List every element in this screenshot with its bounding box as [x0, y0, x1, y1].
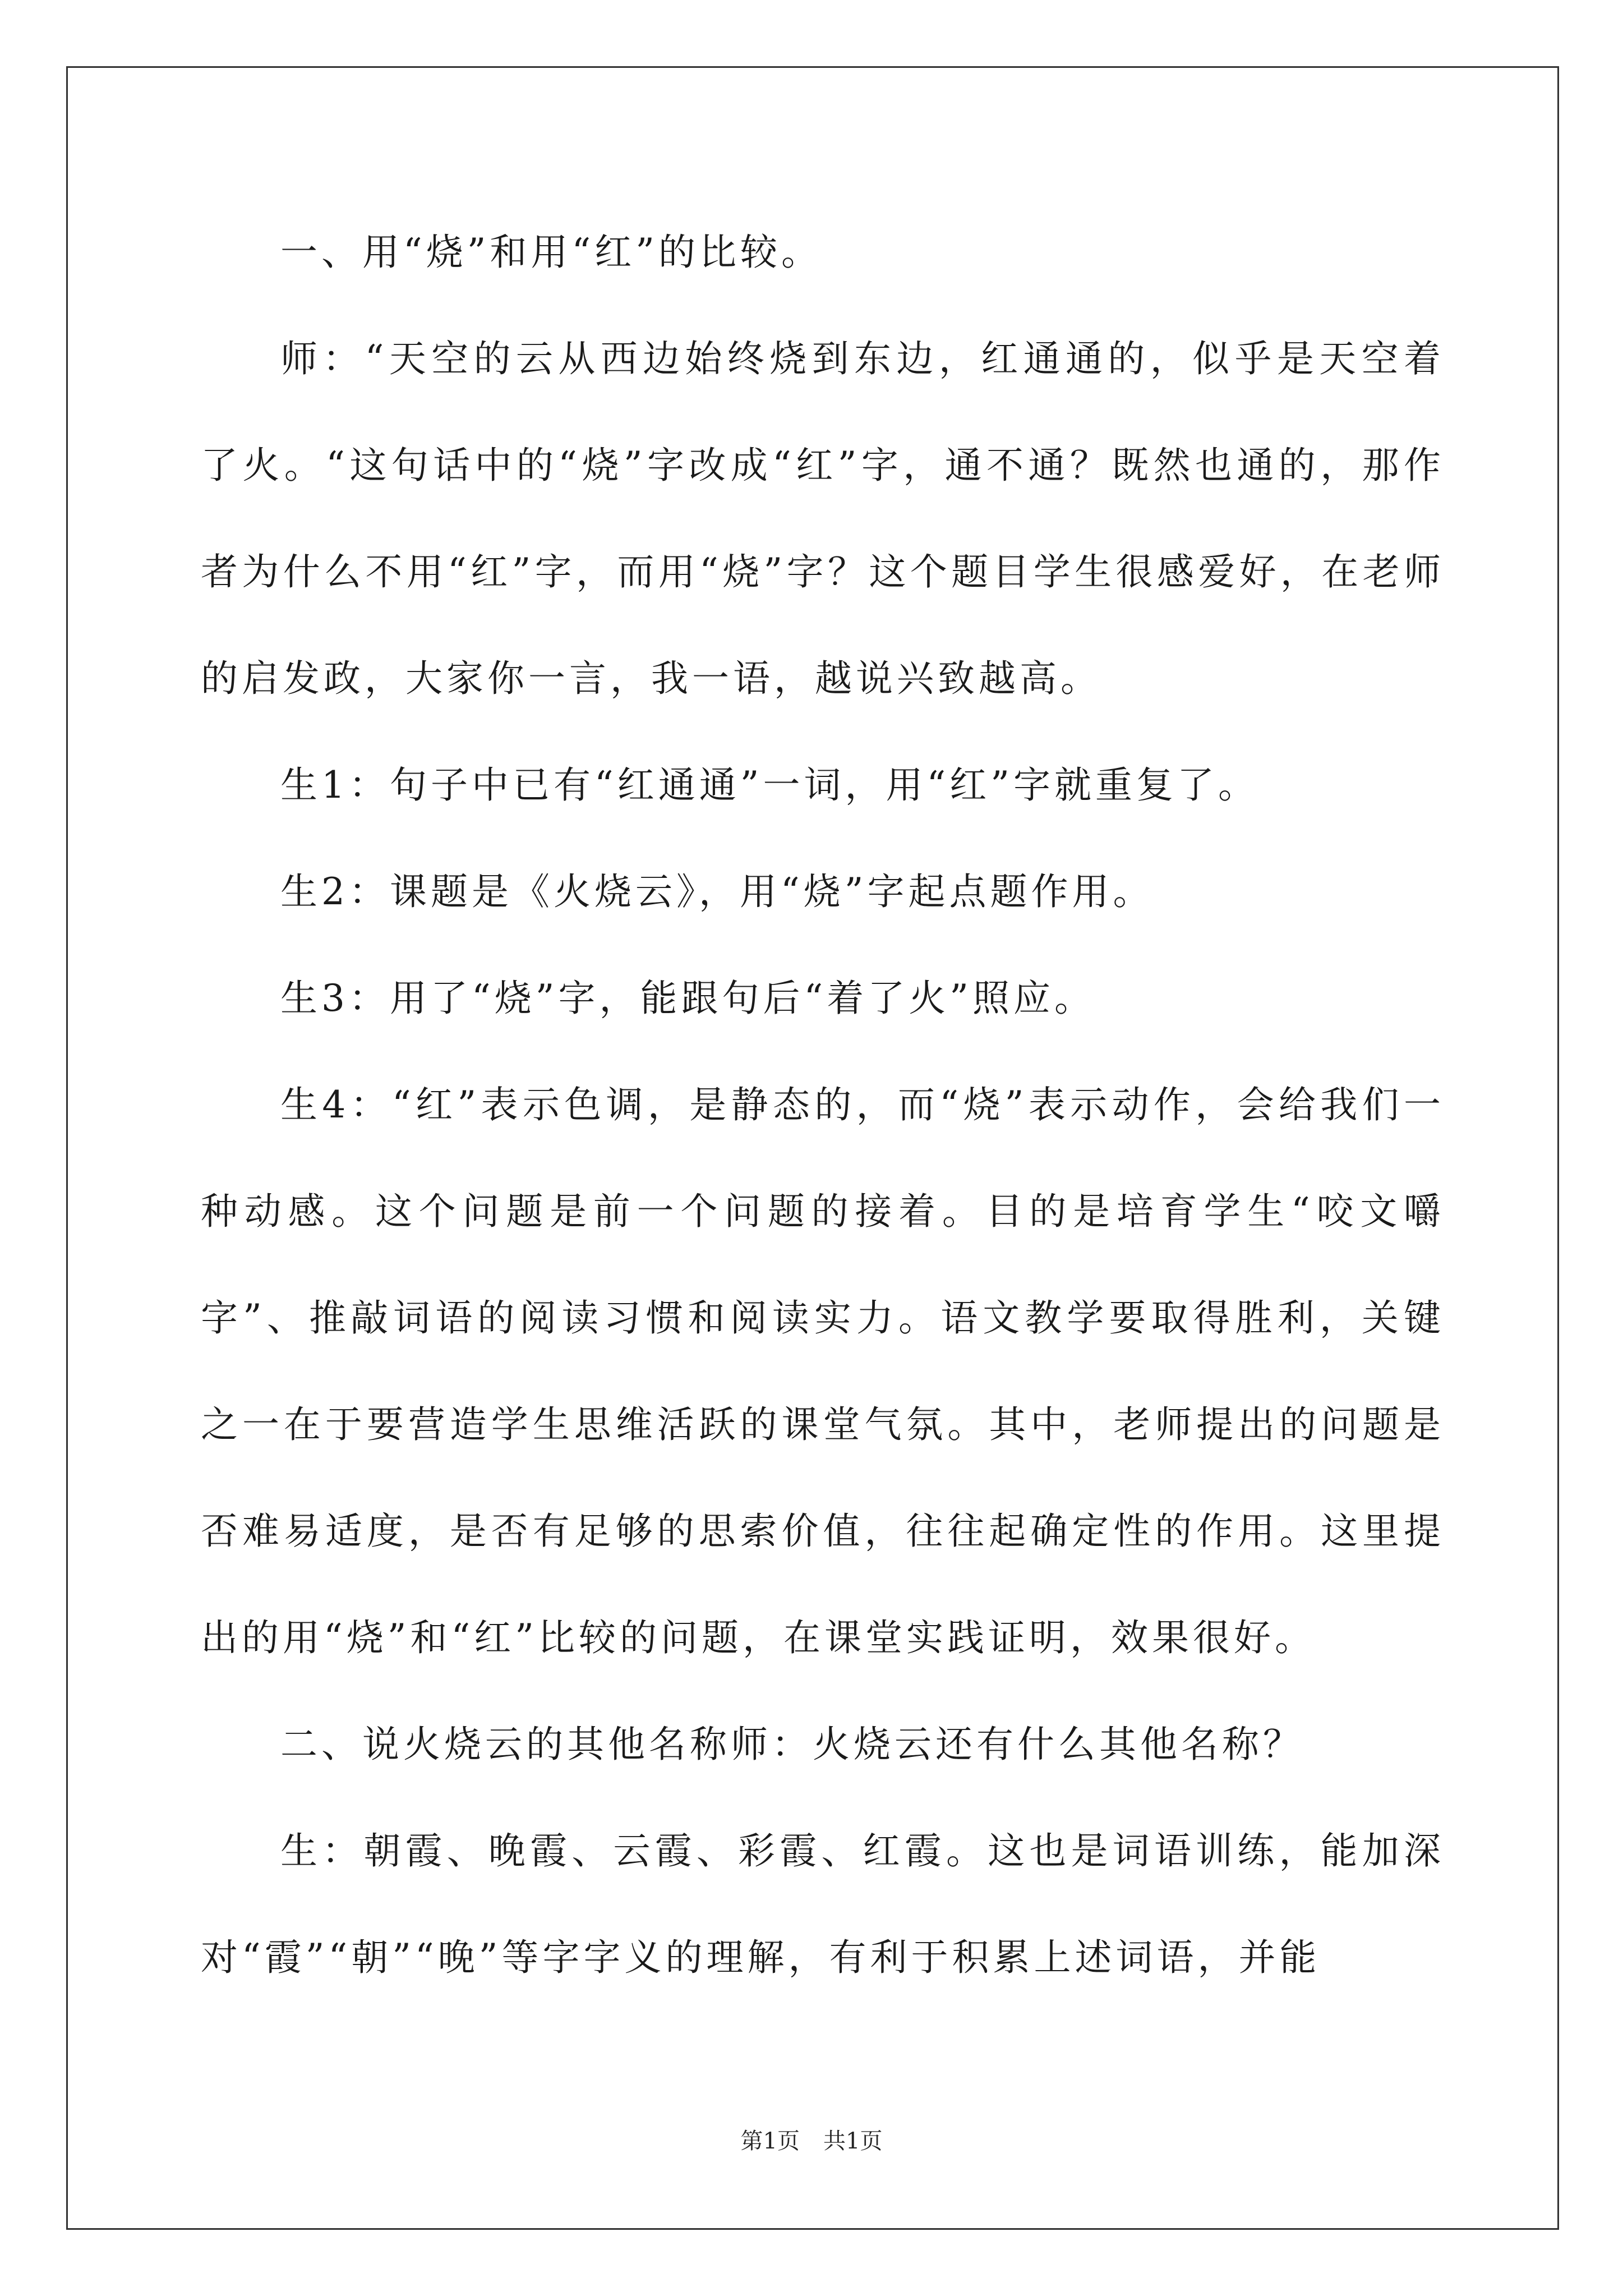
paragraph-5: 生3：用了“烧”字，能跟句后“着了火”照应。 — [280, 977, 1095, 1020]
page-footer — [0, 2127, 1623, 2155]
document-body — [201, 199, 1445, 2011]
paragraph-6: 生4：“红”表示色调，是静态的，而“烧”表示动作，会给我们一种动感。这个问题是前一个问题的接着。目的是培育学生“咬文嚼字”、推敲词语的阅读习惯和阅读实力。语文教学要取得胜利，关键之一在于要营造学生思维活跃的课堂气氛。其中，老师提出的问题是否难易适度，是否有足够的思索价值，往往起确定性的作用。这里提出的用“烧”和“红”比较的问题，在课堂实践证明，效果很好。 — [201, 1083, 1445, 1659]
paragraph-7: 二、说火烧云的其他名称师：火烧云还有什么其他名称？ — [280, 1723, 1304, 1766]
paragraph-2: 师：“天空的云从西边始终烧到东边，红通通的，似乎是天空着了火。“这句话中的“烧”字改成“红”字，通不通？既然也通的，那作者为什么不用“红”字，而用“烧”字？这个题目学生很感爱好，在老师的启发政，大家你一言，我一语，越说兴致越高。 — [201, 337, 1445, 700]
paragraph-8: 生：朝霞、晚霞、云霞、彩霞、红霞。这也是词语训练，能加深对“霞”“朝”“晚”等字字义的理解，有利于积累上述词语，并能 — [201, 1829, 1445, 1979]
paragraph-1: 一、用“烧”和用“红”的比较。 — [280, 231, 822, 274]
page-number-total: 共1页 — [823, 2128, 883, 2154]
paragraph-3: 生1：句子中已有“红通通”一词，用“红”字就重复了。 — [280, 763, 1259, 807]
page-number-current: 第1页 — [740, 2128, 800, 2154]
paragraph-4: 生2：课题是《火烧云》，用“烧”字起点题作用。 — [280, 870, 1154, 913]
